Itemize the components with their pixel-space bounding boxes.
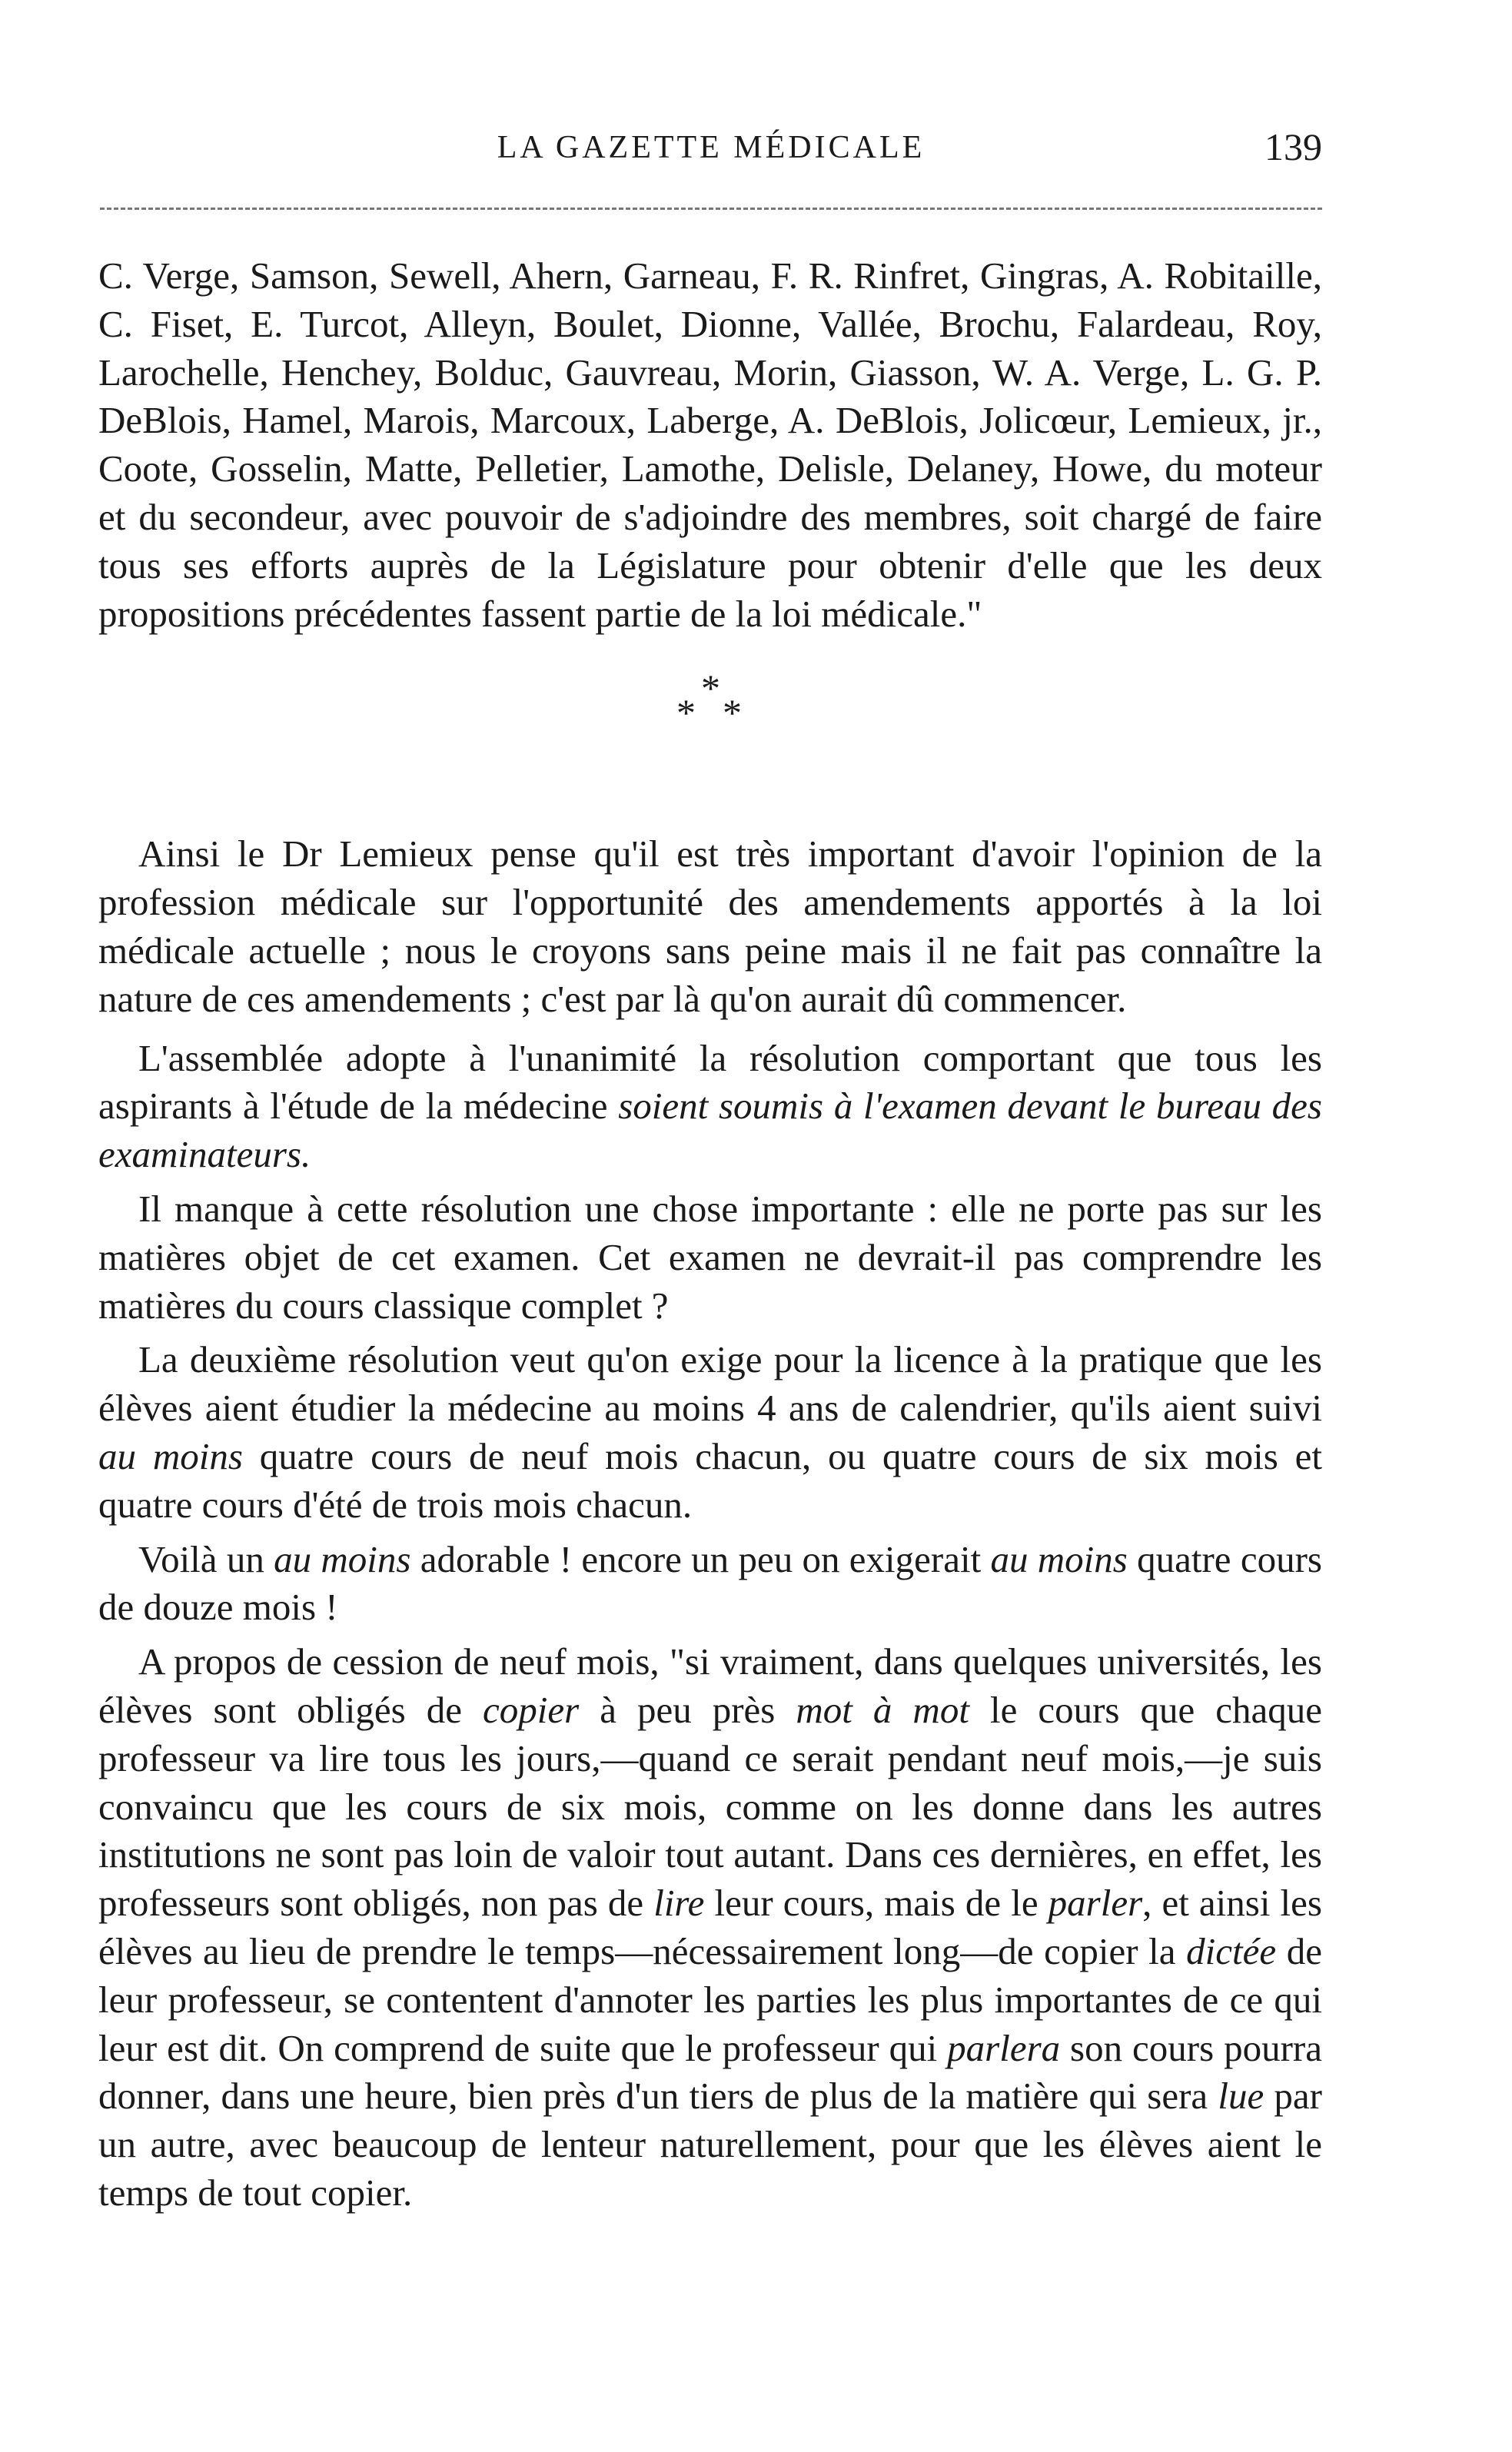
asterisk-left: * bbox=[676, 691, 696, 735]
italic-phrase: au moins bbox=[274, 1537, 411, 1580]
italic-phrase: lue bbox=[1218, 2075, 1264, 2118]
paragraph-second-resolution: La deuxième résolution veut qu'on exige pour la licence à la pratique que les élèves aient étudier la médecine au moins 4 ans de calendrier, qu'ils aient suivi au moins quatre cours de neuf mois chacun, ou quatre cours de six mois et quatre cours d'été de trois mois chacun. bbox=[98, 1338, 1322, 1526]
italic-phrase: copier bbox=[482, 1688, 580, 1731]
paragraph-committee-list: C. Verge, Samson, Sewell, Ahern, Garneau, F. R. Rinfret, Gingras, A. Robitaille, C. Fiset, E. Turcot, Alleyn, Boulet, Dionne, Vallée, Brochu, Falardeau, Roy, Larochelle, Henchey, Bolduc, Gauvreau, Morin, Giasson, W. A. Verge, L. G. P. DeBlois, Hamel, Marois, Marcoux, Laberge, A. DeBlois, Jolicœur, Lemieux, jr., Coote, Gosselin, Matte, Pelletier, Lamothe, Delisle, Delaney, Howe, du moteur et du secondeur, avec pouvoir de s'adjoindre des membres, soit chargé de faire tous ses efforts auprès de la Législature pour obtenir d'elle que les deux propositions précédentes fassent partie de la loi médicale." bbox=[98, 254, 1322, 635]
paragraph-nine-month-session: A propos de cession de neuf mois, "si vraiment, dans quelques universités, les élèves sont obligés de copier à peu près mot à mot le cours que chaque professeur va lire tous les jours,—quand ce serait pendant neuf mois,—je suis convaincu que les cours de six mois, comme on les donne dans les autres institutions ne sont pas loin de valoir tout autant. Dans ces dernières, en effet, les professeurs sont obligés, non pas de lire leur cours, mais de le parler, et ainsi les élèves au lieu de prendre le temps—nécessairement long—de copier la dictée de leur professeur, se contentent d'annoter les parties les plus importantes de ce qui leur est dit. On comprend de suite que le professeur qui parlera son cours pourra donner, dans une heure, bien près d'un tiers de plus de la matière qui sera lue par un autre, avec beaucoup de lenteur naturellement, pour que les élèves aient le temps de tout copier. bbox=[98, 1640, 1323, 2214]
italic-phrase: soient soumis à l'examen devant le bureau des examinateurs. bbox=[98, 1085, 1322, 1176]
paragraph-assembly-resolution: L'assemblée adopte à l'unanimité la résolution comportant que tous les aspirants à l'étude de la médecine soient soumis à l'examen devant le bureau des examinateurs. bbox=[98, 1036, 1322, 1176]
asterisk-top: * bbox=[701, 666, 720, 710]
italic-phrase: mot à mot bbox=[796, 1688, 969, 1731]
paragraph-au-moins: Voilà un au moins adorable ! encore un peu on exigerait au moins quatre cours de douze mois ! bbox=[98, 1537, 1322, 1629]
page-body bbox=[98, 252, 1322, 2218]
italic-phrase: parler bbox=[1048, 1882, 1143, 1925]
italic-phrase: dictée bbox=[1186, 1929, 1277, 1972]
paragraph-lemieux-opinion: Ainsi le Dr Lemieux pense qu'il est très important d'avoir l'opinion de la profession médicale sur l'opportunité des amendements apportés à la loi médicale actuelle ; nous le croyons sans peine mais il ne fait pas connaître la nature de ces amendements ; c'est par là qu'on aurait dû commencer. bbox=[98, 832, 1322, 1020]
page-header bbox=[100, 125, 1322, 175]
italic-phrase: parlera bbox=[947, 2026, 1061, 2069]
page-number: 139 bbox=[1264, 125, 1322, 168]
asterisk-right: * bbox=[723, 691, 742, 735]
asterism-separator bbox=[98, 638, 1322, 830]
running-title: LA GAZETTE MÉDICALE bbox=[497, 130, 925, 165]
italic-phrase: lire bbox=[653, 1882, 705, 1925]
italic-phrase: au moins bbox=[990, 1537, 1128, 1580]
header-rule bbox=[100, 208, 1322, 210]
italic-phrase: au moins bbox=[98, 1434, 243, 1477]
paragraph-missing-subjects: Il manque à cette résolution une chose importante : elle ne porte pas sur les matières objet de cet examen. Cet examen ne devrait-il pas comprendre les matières du cours classique complet ? bbox=[98, 1187, 1322, 1327]
